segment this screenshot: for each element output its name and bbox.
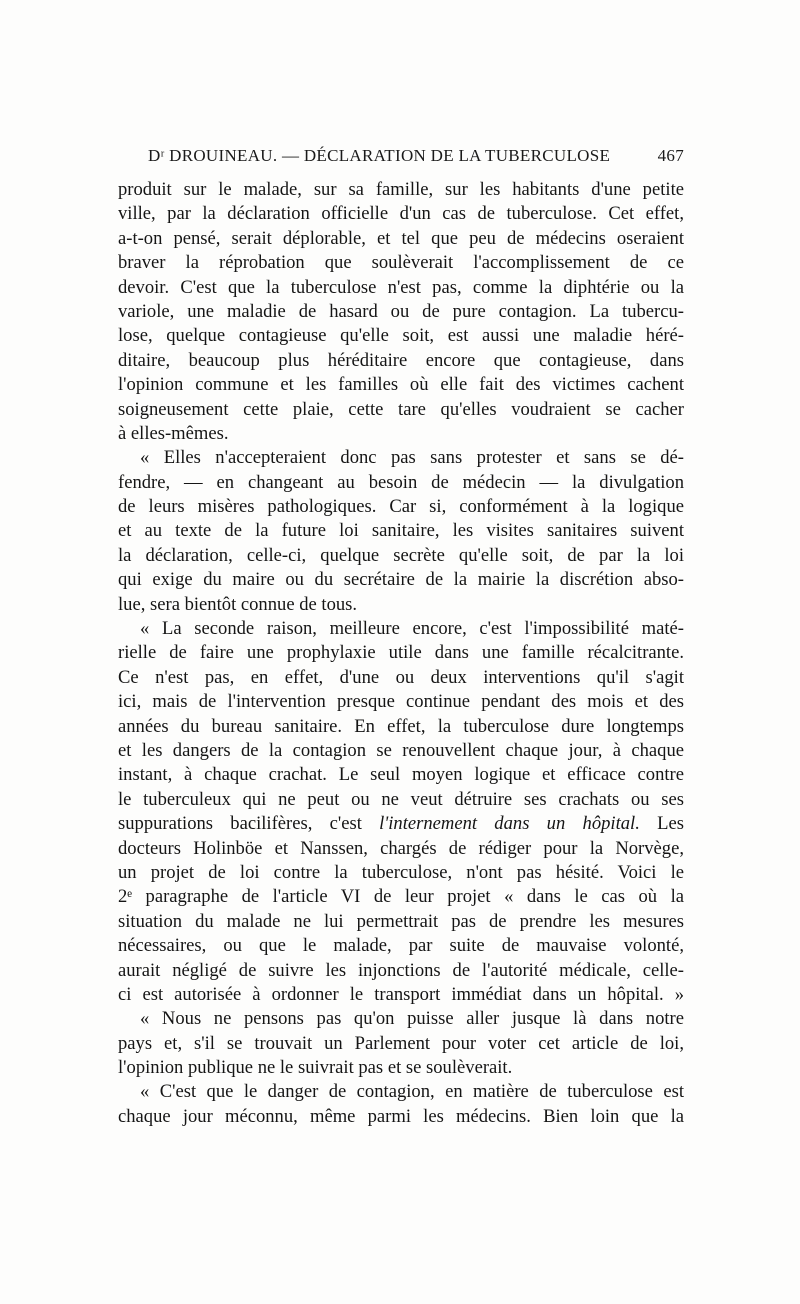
- text-line: ditaire, beaucoup plus héréditaire encore que contagieuse, dans: [118, 349, 684, 371]
- text-line: lose, quelque contagieuse qu'elle soit, est aussi une maladie héré-: [118, 325, 684, 347]
- text-line: nécessaires, ou que le malade, par suite de mauvaise volonté,: [118, 935, 684, 957]
- text-line: qui exige du maire ou du secrétaire de la mairie la discrétion abso-: [118, 569, 684, 591]
- text-fragment: suppurations bacilifères, c'est: [118, 813, 362, 835]
- text-line: années du bureau sanitaire. En effet, la tuberculose dure longtemps: [118, 715, 684, 737]
- text-line: soigneusement cette plaie, cette tare qu'elles voudraient se cacher: [118, 398, 684, 420]
- body-text: [118, 178, 684, 1129]
- text-line: devoir. C'est que la tuberculose n'est pas, comme la diphtérie ou la: [118, 276, 684, 298]
- text-line: rielle de faire une prophylaxie utile dans une famille récalcitrante.: [118, 642, 684, 664]
- text-line: docteurs Holinböe et Nanssen, chargés de rédiger pour la Norvège,: [118, 837, 684, 859]
- text-line: et au texte de la future loi sanitaire, les visites sanitaires suivent: [118, 520, 684, 542]
- text-line: l'opinion commune et les familles où elle fait des victimes cachent: [118, 374, 684, 396]
- italic-phrase: l'internement dans un hôpital.: [379, 813, 640, 835]
- page-number: 467: [657, 146, 684, 165]
- text-line: ville, par la déclaration officielle d'un cas de tuberculose. Cet effet,: [118, 203, 684, 225]
- text-fragment: Les: [657, 813, 684, 835]
- text-line: à elles-mêmes.: [118, 422, 229, 444]
- text-line: [118, 812, 684, 836]
- text-line: braver la réprobation que soulèverait l'accomplissement de ce: [118, 252, 684, 274]
- running-header: [148, 146, 684, 172]
- text-line: aurait négligé de suivre les injonctions de l'autorité médicale, celle-: [118, 959, 684, 981]
- text-line: fendre, — en changeant au besoin de médecin — la divulgation: [118, 471, 684, 493]
- text-line: Ce n'est pas, en effet, d'une ou deux interventions qu'il s'agit: [118, 666, 684, 688]
- text-line: situation du malade ne lui permettrait pas de prendre les mesures: [118, 910, 684, 932]
- text-line: ici, mais de l'intervention presque continue pendant des mois et des: [118, 691, 684, 713]
- text-line: 2ᵉ paragraphe de l'article VI de leur projet « dans le cas où la: [118, 886, 684, 908]
- text-line: « C'est que le danger de contagion, en matière de tuberculose est: [140, 1081, 684, 1103]
- text-line: ci est autorisée à ordonner le transport immédiat dans un hôpital. »: [118, 983, 684, 1005]
- text-line: pays et, s'il se trouvait un Parlement pour voter cet article de loi,: [118, 1032, 684, 1054]
- text-line: variole, une maladie de hasard ou de pure contagion. La tubercu-: [118, 300, 684, 322]
- text-line: a-t-on pensé, serait déplorable, et tel que peu de médecins oseraient: [118, 227, 684, 249]
- text-line: lue, sera bientôt connue de tous.: [118, 593, 358, 615]
- text-line: chaque jour méconnu, même parmi les médecins. Bien loin que la: [118, 1105, 684, 1127]
- text-line: produit sur le malade, sur sa famille, sur les habitants d'une petite: [118, 179, 684, 200]
- running-title: Dʳ DROUINEAU. — DÉCLARATION DE LA TUBERCULOSE: [148, 146, 611, 165]
- text-line: « La seconde raison, meilleure encore, c'est l'impossibilité maté-: [140, 618, 684, 640]
- text-line: l'opinion publique ne le suivrait pas et se soulèverait.: [118, 1057, 513, 1079]
- text-line: la déclaration, celle-ci, quelque secrète qu'elle soit, de par la loi: [118, 544, 684, 566]
- text-line: le tuberculeux qui ne peut ou ne veut détruire ses crachats ou ses: [118, 788, 684, 810]
- text-line: « Nous ne pensons pas qu'on puisse aller jusque là dans notre: [140, 1008, 684, 1030]
- text-line: un projet de loi contre la tuberculose, n'ont pas hésité. Voici le: [118, 861, 684, 883]
- text-line: de leurs misères pathologiques. Car si, conformément à la logique: [118, 496, 684, 518]
- text-line: et les dangers de la contagion se renouvellent chaque jour, à chaque: [118, 739, 684, 761]
- text-line: « Elles n'accepteraient donc pas sans protester et sans se dé-: [140, 447, 684, 469]
- text-line: instant, à chaque crachat. Le seul moyen logique et efficace contre: [118, 764, 684, 786]
